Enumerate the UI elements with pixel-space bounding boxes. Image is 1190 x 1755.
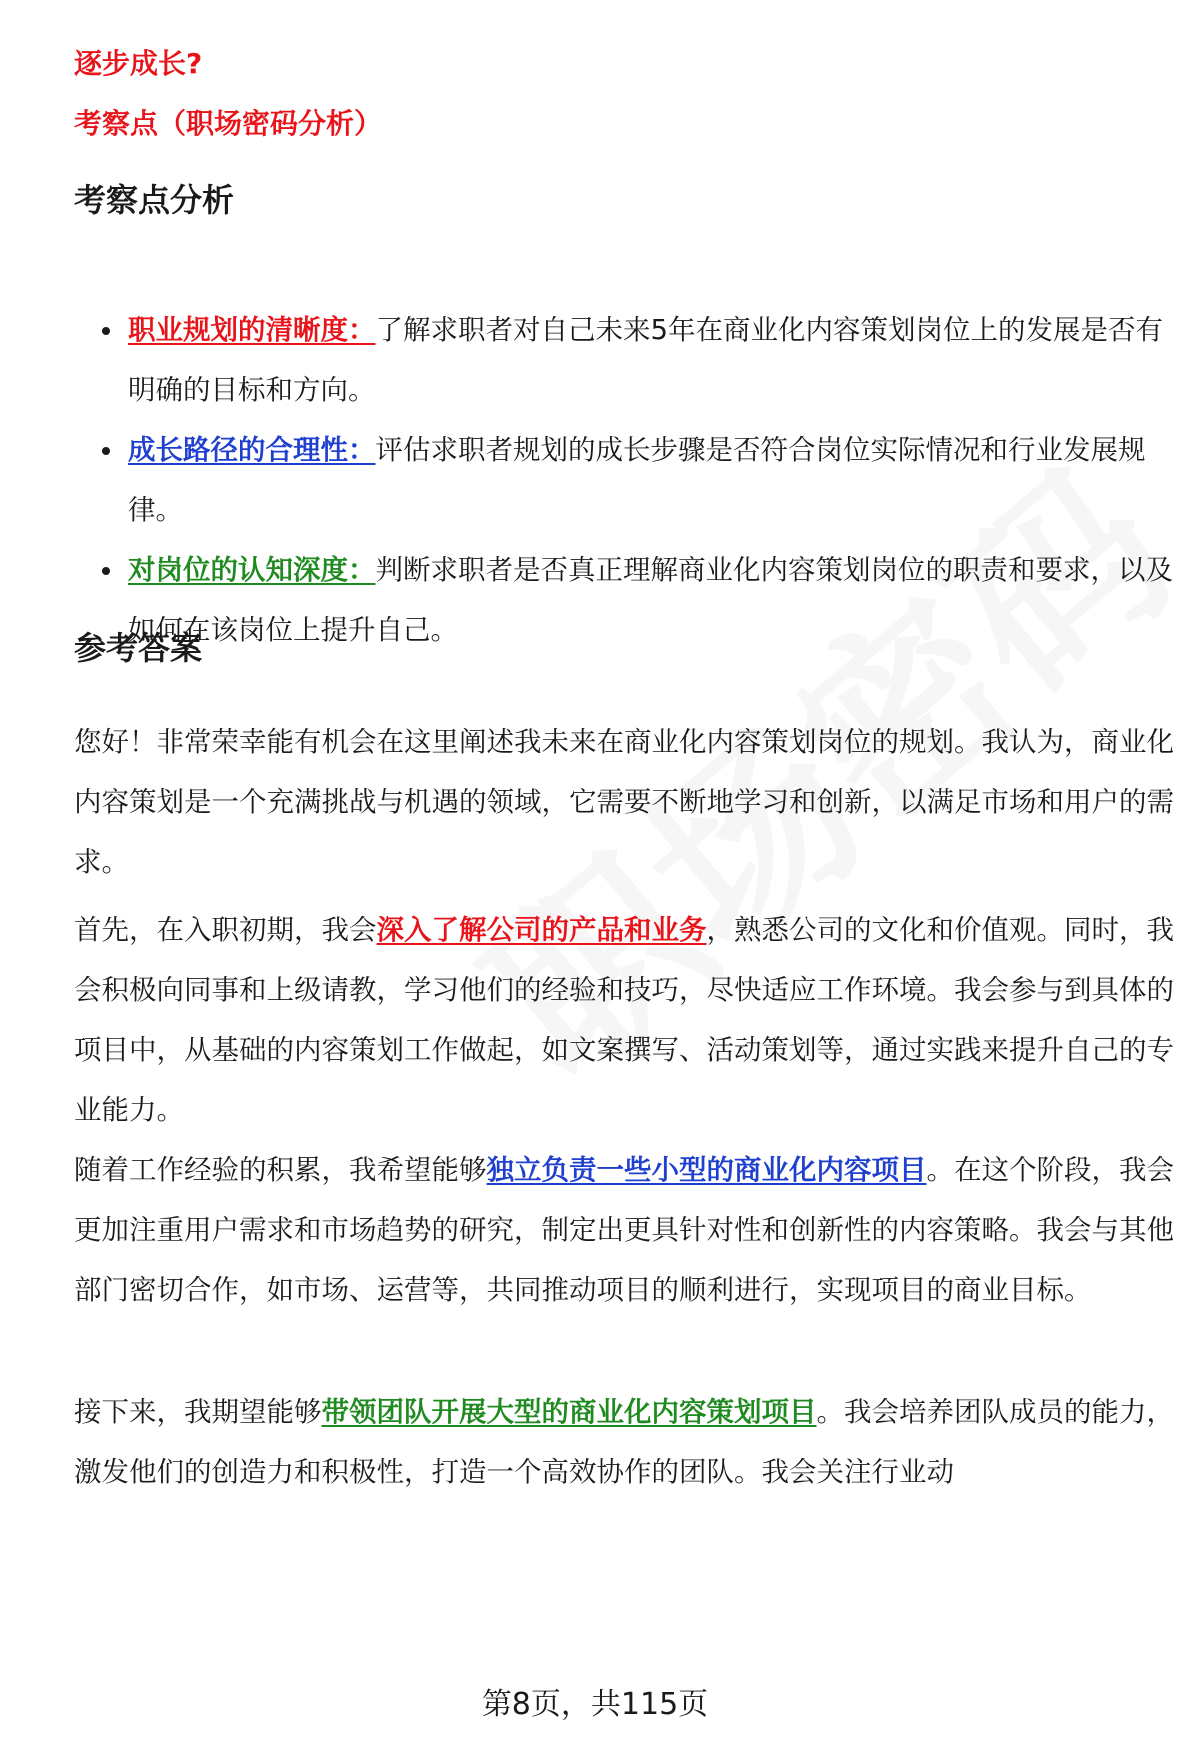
bullet-dot-icon	[102, 447, 110, 455]
page-footer: 第8页，共115页	[481, 1687, 709, 1722]
answer-paragraph-2	[74, 900, 1174, 1140]
paragraph-text: 随着工作经验的积累，我希望能够	[74, 1154, 487, 1186]
analysis-title: 考察点分析	[74, 181, 235, 219]
analysis-list	[74, 300, 1174, 660]
analysis-item-cognition	[74, 540, 1174, 660]
paragraph-text: 接下来，我期望能够	[74, 1396, 322, 1428]
analysis-desc: 了解求职者对自己未来5年在商业化内容策划岗位上的发展是否有明确的目标和方向。	[128, 314, 1163, 406]
analysis-desc: 判断求职者是否真正理解商业化内容策划岗位的职责和要求，以及如何在该岗位上提升自己。	[128, 554, 1173, 646]
analysis-desc: 评估求职者规划的成长步骤是否符合岗位实际情况和行业发展规律。	[128, 434, 1146, 526]
answer-paragraph-3	[74, 1140, 1174, 1320]
answer-paragraph-4	[74, 1382, 1174, 1502]
answer-title: 参考答案	[74, 629, 203, 667]
paragraph-text: 首先，在入职初期，我会	[74, 914, 377, 946]
analysis-item-path	[74, 420, 1174, 540]
section-label: 考察点（职场密码分析）	[74, 107, 383, 140]
bullet-dot-icon	[102, 567, 110, 575]
analysis-item-clarity	[74, 300, 1174, 420]
paragraph-text: 。在这个阶段，我会更加注重用户需求和市场趋势的研究，制定出更具针对性和创新性的内容策略。我会与其他部门密切合作，如市场、运营等，共同推动项目的顺利进行，实现项目的商业目标。	[74, 1154, 1174, 1306]
paragraph-highlight: 独立负责一些小型的商业化内容项目	[486, 1154, 927, 1186]
analysis-term: 职业规划的清晰度：	[128, 314, 376, 346]
paragraph-text: ，熟悉公司的文化和价值观。同时，我会积极向同事和上级请教，学习他们的经验和技巧，尽快适应工作环境。我会参与到具体的项目中，从基础的内容策划工作做起，如文案撰写、活动策划等，通过实践来提升自己的专业能力。	[74, 914, 1174, 1126]
paragraph-highlight: 带领团队开展大型的商业化内容策划项目	[321, 1396, 817, 1428]
question-tail: 逐步成长?	[74, 47, 203, 80]
bullet-dot-icon	[102, 327, 110, 335]
paragraph-highlight: 深入了解公司的产品和业务	[376, 914, 707, 946]
paragraph-text: 。我会培养团队成员的能力，激发他们的创造力和积极性，打造一个高效协作的团队。我会关注行业动	[74, 1396, 1174, 1488]
analysis-term: 对岗位的认知深度：	[128, 554, 376, 586]
analysis-term: 成长路径的合理性：	[128, 434, 376, 466]
answer-paragraph-1: 您好！非常荣幸能有机会在这里阐述我未来在商业化内容策划岗位的规划。我认为，商业化内容策划是一个充满挑战与机遇的领域，它需要不断地学习和创新，以满足市场和用户的需求。	[74, 726, 1174, 878]
